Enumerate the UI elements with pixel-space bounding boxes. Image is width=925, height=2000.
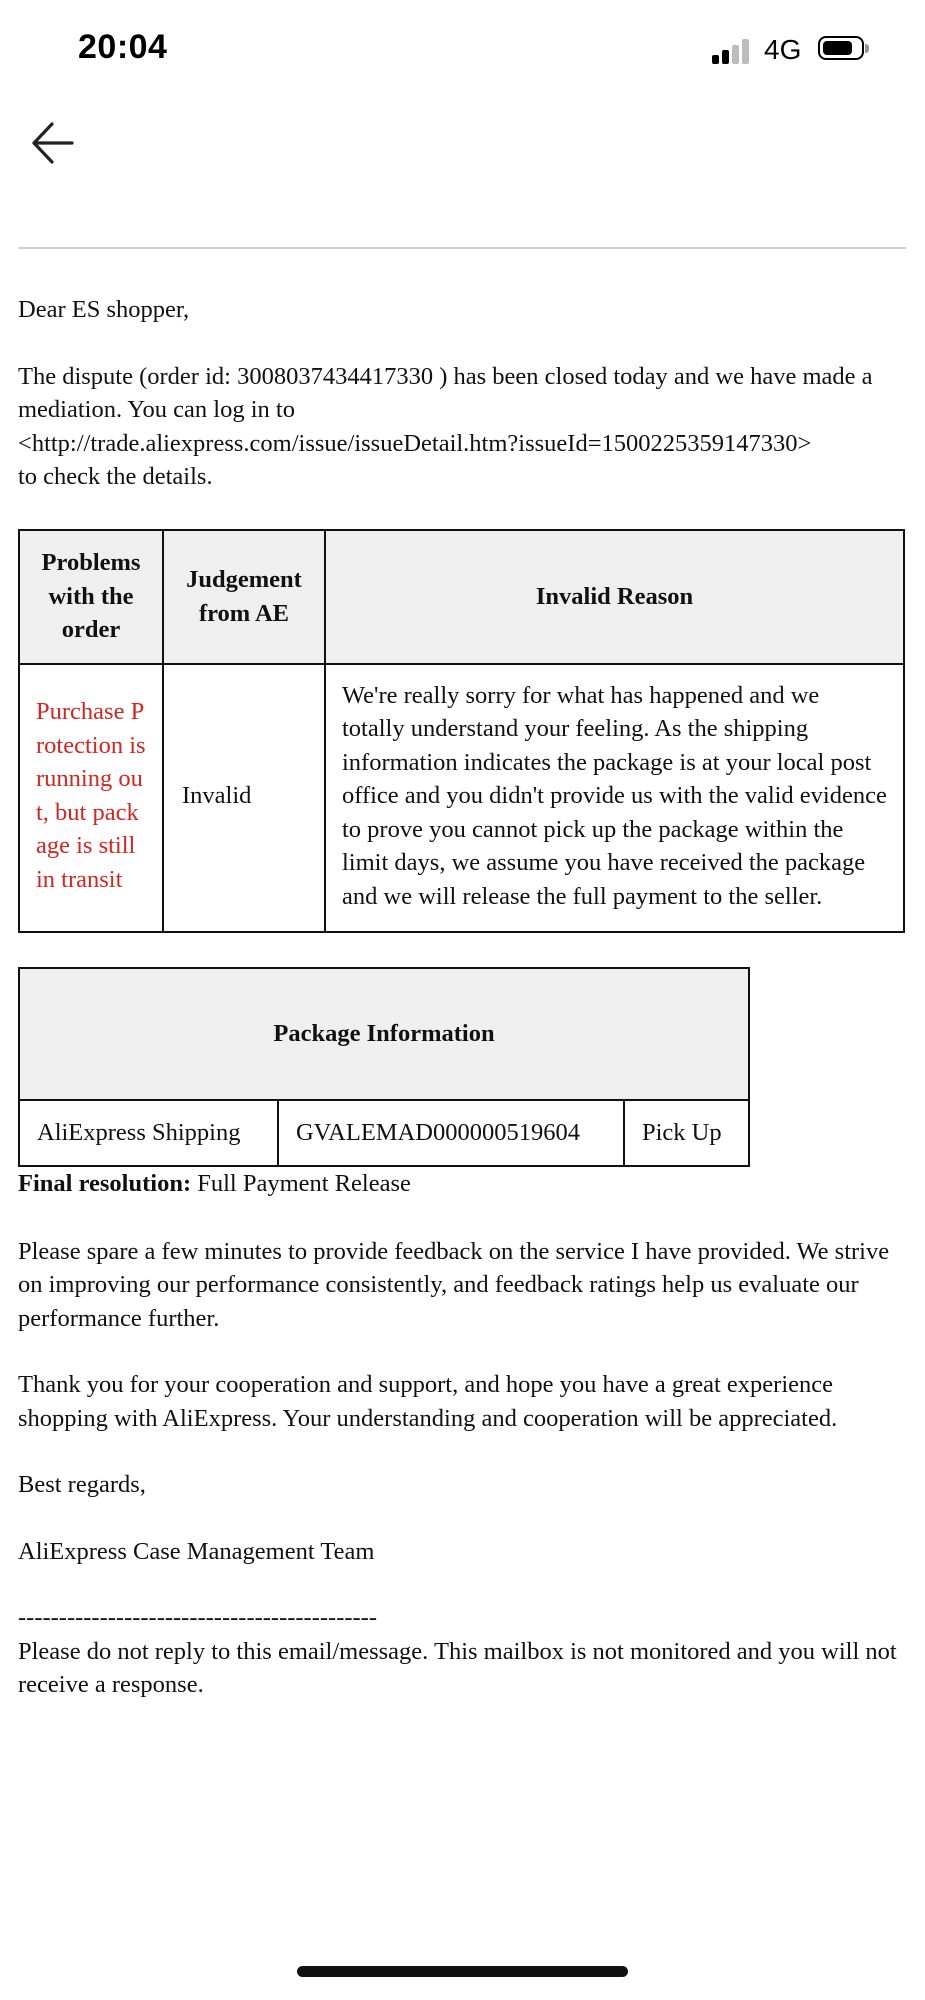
signal-bar — [742, 39, 749, 64]
closing: Best regards, — [18, 1471, 146, 1498]
package-status-cell: Pick Up — [624, 1100, 749, 1166]
arrow-left-icon — [28, 116, 78, 170]
resolution-value: Full Payment Release — [197, 1170, 411, 1197]
battery-icon — [818, 36, 870, 62]
intro-text: The dispute (order id: 3008037434417330 ) has been closed today and we have made a mediation. You can log in to — [18, 362, 873, 423]
battery-level-fill — [823, 41, 852, 55]
resolution-label: Final resolution: — [18, 1170, 192, 1197]
problem-cell: Purchase Protection is running out, but package is still in transit — [19, 664, 163, 933]
back-button[interactable] — [28, 116, 78, 170]
battery-cap — [865, 44, 869, 53]
issue-table — [18, 529, 905, 934]
signal-bar — [732, 45, 739, 64]
package-table — [18, 967, 750, 1167]
issue-table-header-row — [19, 530, 904, 664]
cellular-signal-icon — [712, 38, 752, 64]
home-indicator[interactable] — [297, 1966, 628, 1977]
issue-table-header: Problems with the order — [19, 530, 163, 664]
carrier-cell: AliExpress Shipping — [19, 1100, 278, 1166]
status-bar — [0, 0, 925, 100]
network-type-label: 4G — [764, 34, 802, 65]
package-table-header-row — [19, 968, 749, 1100]
issue-table-header: Judgement from AE — [163, 530, 325, 664]
signal-bar — [722, 50, 729, 64]
separator: -------------------------------------------- — [18, 1604, 377, 1631]
status-time: 20:04 — [78, 28, 168, 66]
table-row — [19, 664, 904, 933]
thanks-paragraph: Thank you for your cooperation and support, and hope you have a great experience shopping with AliExpress. Your understanding and cooperation will be appreciated. — [18, 1371, 838, 1432]
tracking-number-cell[interactable]: GVALEMAD000000519604 — [278, 1100, 624, 1166]
issue-detail-link[interactable]: <http://trade.aliexpress.com/issue/issueDetail.htm?issueId=1500225359147330> — [18, 429, 812, 457]
feedback-paragraph: Please spare a few minutes to provide feedback on the service I have provided. We strive on improving our performance consistently, and feedback ratings help us evaluate our performance further. — [18, 1237, 890, 1332]
email-intro — [18, 360, 908, 494]
signal-bar — [712, 55, 719, 64]
email-greeting: Dear ES shopper, — [18, 296, 190, 323]
judgement-cell: Invalid — [163, 664, 325, 933]
battery-body — [818, 36, 864, 60]
email-body — [18, 293, 908, 1702]
invalid-reason-cell: We're really sorry for what has happened and we totally understand your feeling. As the shipping information indicates the package is at your local post office and you didn't provide us with the valid evidence to prove you cannot pick up the package within the limit days, we assume you have received the package and we will release the full payment to the seller. — [325, 664, 904, 933]
signature: AliExpress Case Management Team — [18, 1537, 375, 1565]
table-row — [19, 1100, 749, 1166]
final-resolution — [18, 1167, 908, 1201]
header-divider — [18, 247, 906, 249]
package-table-header: Package Information — [19, 968, 749, 1100]
intro-text-end: to check the details. — [18, 463, 213, 490]
no-reply-notice: Please do not reply to this email/message. This mailbox is not monitored and you will not receive a response. — [18, 1637, 897, 1698]
issue-table-header: Invalid Reason — [325, 530, 904, 664]
